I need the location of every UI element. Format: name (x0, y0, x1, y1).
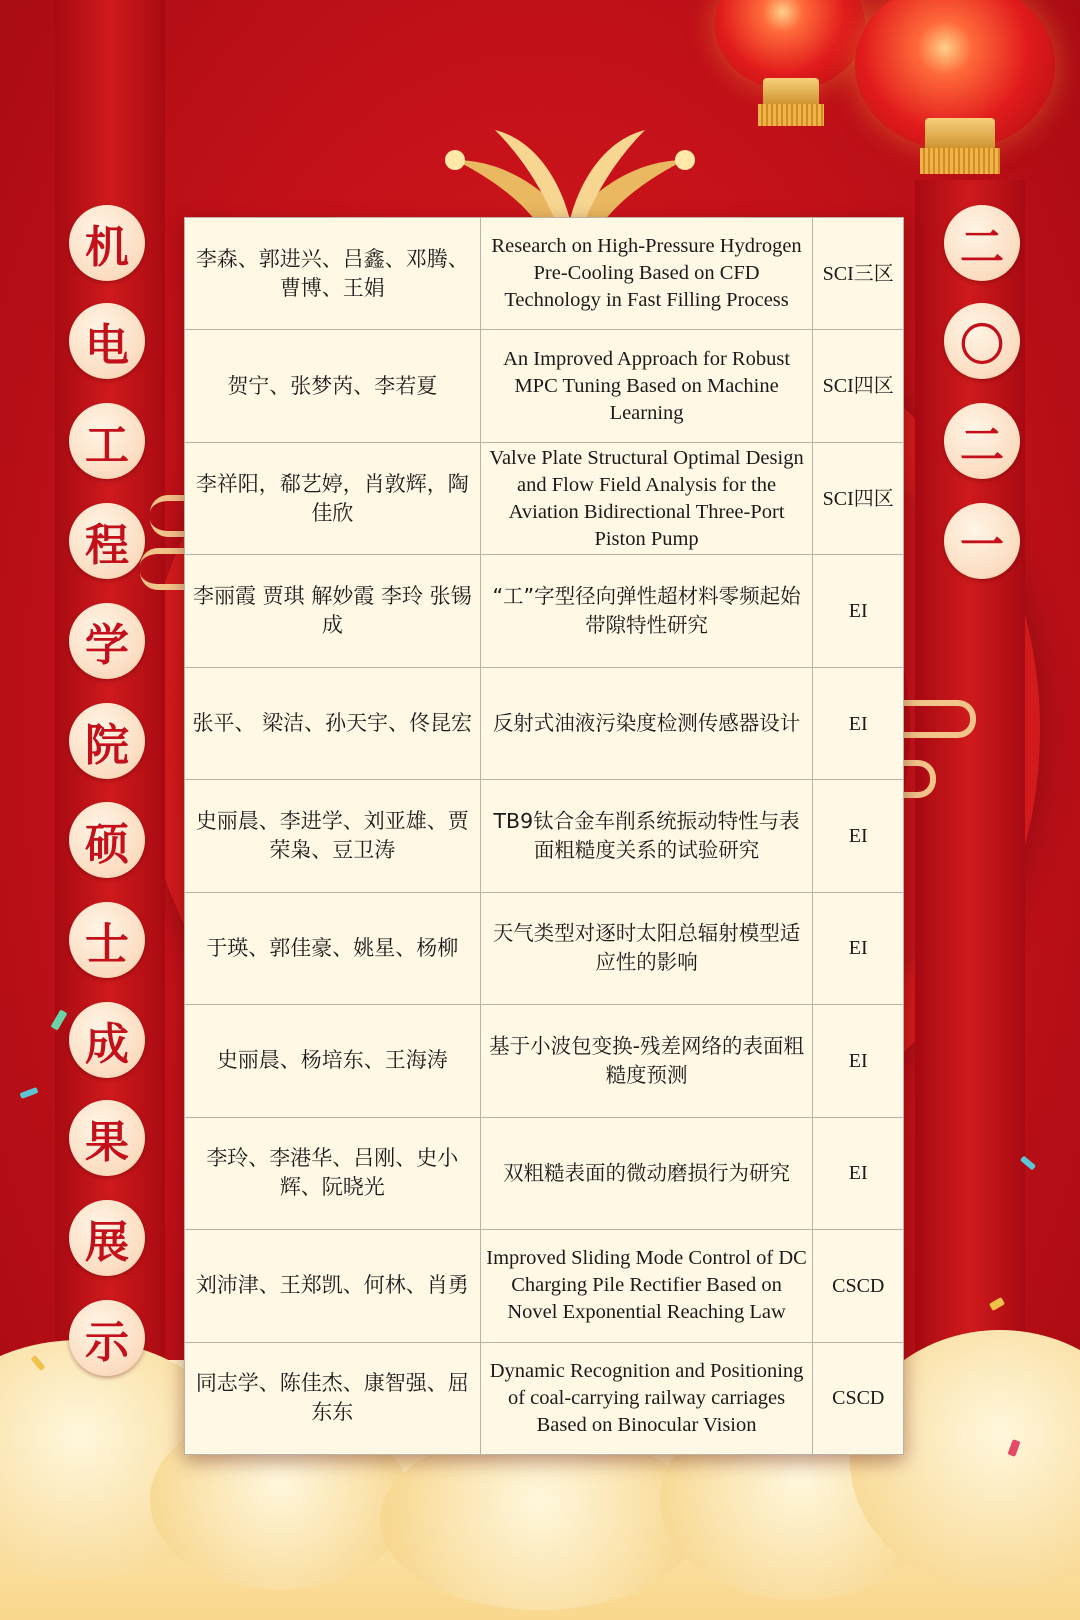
year-char: 二 (944, 403, 1020, 479)
achievements-table (184, 217, 904, 1455)
table-row (185, 442, 904, 554)
authors-cell: 于瑛、郭佳豪、姚星、杨柳 (185, 892, 481, 1004)
banner-char: 成 (69, 1002, 145, 1078)
table-row (185, 330, 904, 442)
index-level-cell: SCI四区 (813, 442, 904, 554)
index-level-cell: EI (813, 892, 904, 1004)
authors-cell: 贺宁、张梦芮、李若夏 (185, 330, 481, 442)
banner-char: 工 (69, 403, 145, 479)
year-char: 二 (944, 205, 1020, 281)
table-row (185, 780, 904, 892)
authors-cell: 李祥阳，郗艺婷，肖敦辉，陶佳欣 (185, 442, 481, 554)
table-row (185, 1230, 904, 1342)
authors-cell: 史丽晨、杨培东、王海涛 (185, 1005, 481, 1117)
banner-char: 展 (69, 1200, 145, 1276)
authors-cell: 李森、郭进兴、吕鑫、邓腾、曹博、王娟 (185, 218, 481, 330)
gold-ornament-icon (395, 120, 745, 230)
title-cell: 天气类型对逐时太阳总辐射模型适应性的影响 (480, 892, 813, 1004)
table-row (185, 1117, 904, 1229)
lantern-icon (715, 0, 865, 90)
index-level-cell: EI (813, 780, 904, 892)
title-cell: 反射式油液污染度检测传感器设计 (480, 667, 813, 779)
title-cell: 基于小波包变换-残差网络的表面粗糙度预测 (480, 1005, 813, 1117)
title-cell: Dynamic Recognition and Positioning of coal-carrying railway carriages Based on Binocular Vision (480, 1342, 813, 1454)
authors-cell: 史丽晨、李进学、刘亚雄、贾荣枭、豆卫涛 (185, 780, 481, 892)
index-level-cell: EI (813, 555, 904, 667)
index-level-cell: EI (813, 667, 904, 779)
table-row (185, 555, 904, 667)
table-row (185, 1005, 904, 1117)
banner-char: 机 (69, 205, 145, 281)
table-row (185, 667, 904, 779)
index-level-cell: EI (813, 1005, 904, 1117)
table-row (185, 1342, 904, 1454)
authors-cell: 张平、 梁洁、孙天宇、佟昆宏 (185, 667, 481, 779)
title-cell: “工”字型径向弹性超材料零频起始带隙特性研究 (480, 555, 813, 667)
table-row (185, 218, 904, 330)
title-cell: TB9钛合金车削系统振动特性与表面粗糙度关系的试验研究 (480, 780, 813, 892)
banner-char: 院 (69, 703, 145, 779)
index-level-cell: SCI三区 (813, 218, 904, 330)
authors-cell: 李丽霞 贾琪 解妙霞 李玲 张锡成 (185, 555, 481, 667)
banner-char: 硕 (69, 802, 145, 878)
year-char: 一 (944, 503, 1020, 579)
table-row (185, 892, 904, 1004)
index-level-cell: EI (813, 1117, 904, 1229)
authors-cell: 同志学、陈佳杰、康智强、屈东东 (185, 1342, 481, 1454)
banner-char: 士 (69, 902, 145, 978)
lantern-tassel (920, 148, 1000, 174)
authors-cell: 李玲、李港华、吕刚、史小辉、阮晓光 (185, 1117, 481, 1229)
title-cell: 双粗糙表面的微动磨损行为研究 (480, 1117, 813, 1229)
title-cell: Research on High-Pressure Hydrogen Pre-Cooling Based on CFD Technology in Fast Filling Process (480, 218, 813, 330)
lantern-tassel (758, 104, 824, 126)
banner-char: 示 (69, 1300, 145, 1376)
index-level-cell: CSCD (813, 1342, 904, 1454)
year-char: 〇 (944, 303, 1020, 379)
index-level-cell: CSCD (813, 1230, 904, 1342)
title-cell: Improved Sliding Mode Control of DC Charging Pile Rectifier Based on Novel Exponential Reaching Law (480, 1230, 813, 1342)
title-cell: Valve Plate Structural Optimal Design and Flow Field Analysis for the Aviation Bidirectional Three-Port Piston Pump (480, 442, 813, 554)
authors-cell: 刘沛津、王郑凯、何林、肖勇 (185, 1230, 481, 1342)
banner-char: 电 (69, 303, 145, 379)
index-level-cell: SCI四区 (813, 330, 904, 442)
banner-char: 果 (69, 1100, 145, 1176)
lantern-cap (925, 118, 995, 152)
cloud (380, 1430, 700, 1610)
banner-char: 学 (69, 603, 145, 679)
confetti (20, 1087, 39, 1099)
title-cell: An Improved Approach for Robust MPC Tuning Based on Machine Learning (480, 330, 813, 442)
banner-char: 程 (69, 503, 145, 579)
